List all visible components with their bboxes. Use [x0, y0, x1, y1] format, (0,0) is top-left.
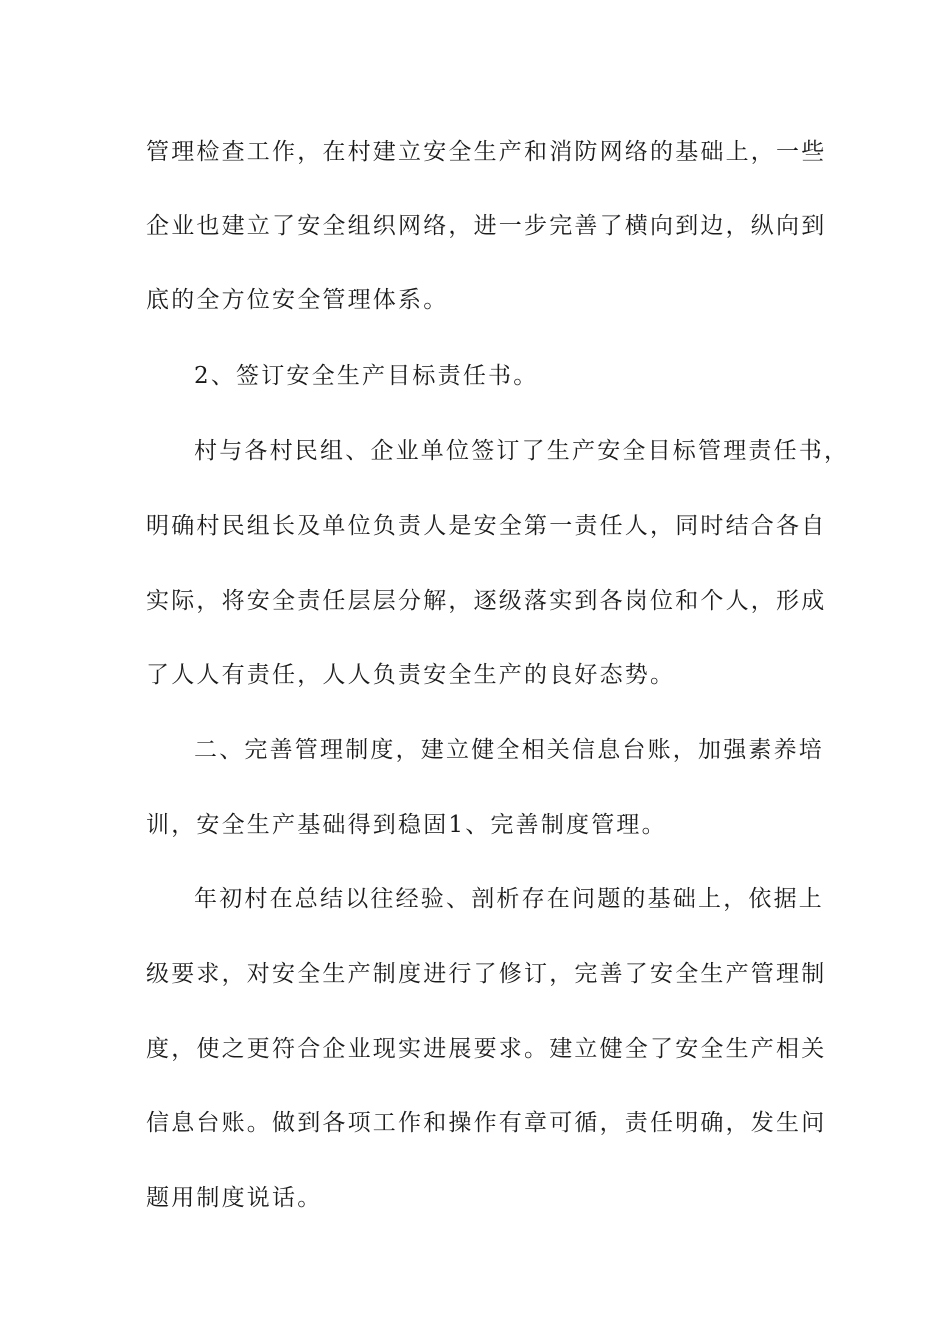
text-line: 实际，将安全责任层层分解，逐级落实到各岗位和个人，形成 [146, 588, 827, 614]
text-line: 题用制度说话。 [146, 1185, 323, 1211]
text-line: 管理检查工作，在村建立安全生产和消防网络的基础上，一些 [146, 139, 827, 165]
text-line: 企业也建立了安全组织网络，进一步完善了横向到边，纵向到 [146, 213, 827, 239]
section-heading: 二、完善管理制度，建立健全相关信息台账，加强素养培 [194, 737, 824, 763]
text-line: 信息台账。做到各项工作和操作有章可循，责任明确，发生问 [146, 1110, 827, 1136]
text-line: 底的全方位安全管理体系。 [146, 287, 449, 313]
text-line: 年初村在总结以往经验、剖析存在问题的基础上，依据上 [194, 886, 824, 912]
text-line: 村与各村民组、企业单位签订了生产安全目标管理责任书， [194, 438, 850, 464]
text-line: 训，安全生产基础得到稳固1、完善制度管理。 [146, 812, 667, 838]
text-line: 度，使之更符合企业现实进展要求。建立健全了安全生产相关 [146, 1036, 827, 1062]
section-heading: 2、签订安全生产目标责任书。 [194, 363, 539, 389]
text-line: 了人人有责任，人人负责安全生产的良好态势。 [146, 662, 676, 688]
text-line: 明确村民组长及单位负责人是安全第一责任人，同时结合各自 [146, 513, 827, 539]
text-line: 级要求，对安全生产制度进行了修订，完善了安全生产管理制 [146, 961, 827, 987]
